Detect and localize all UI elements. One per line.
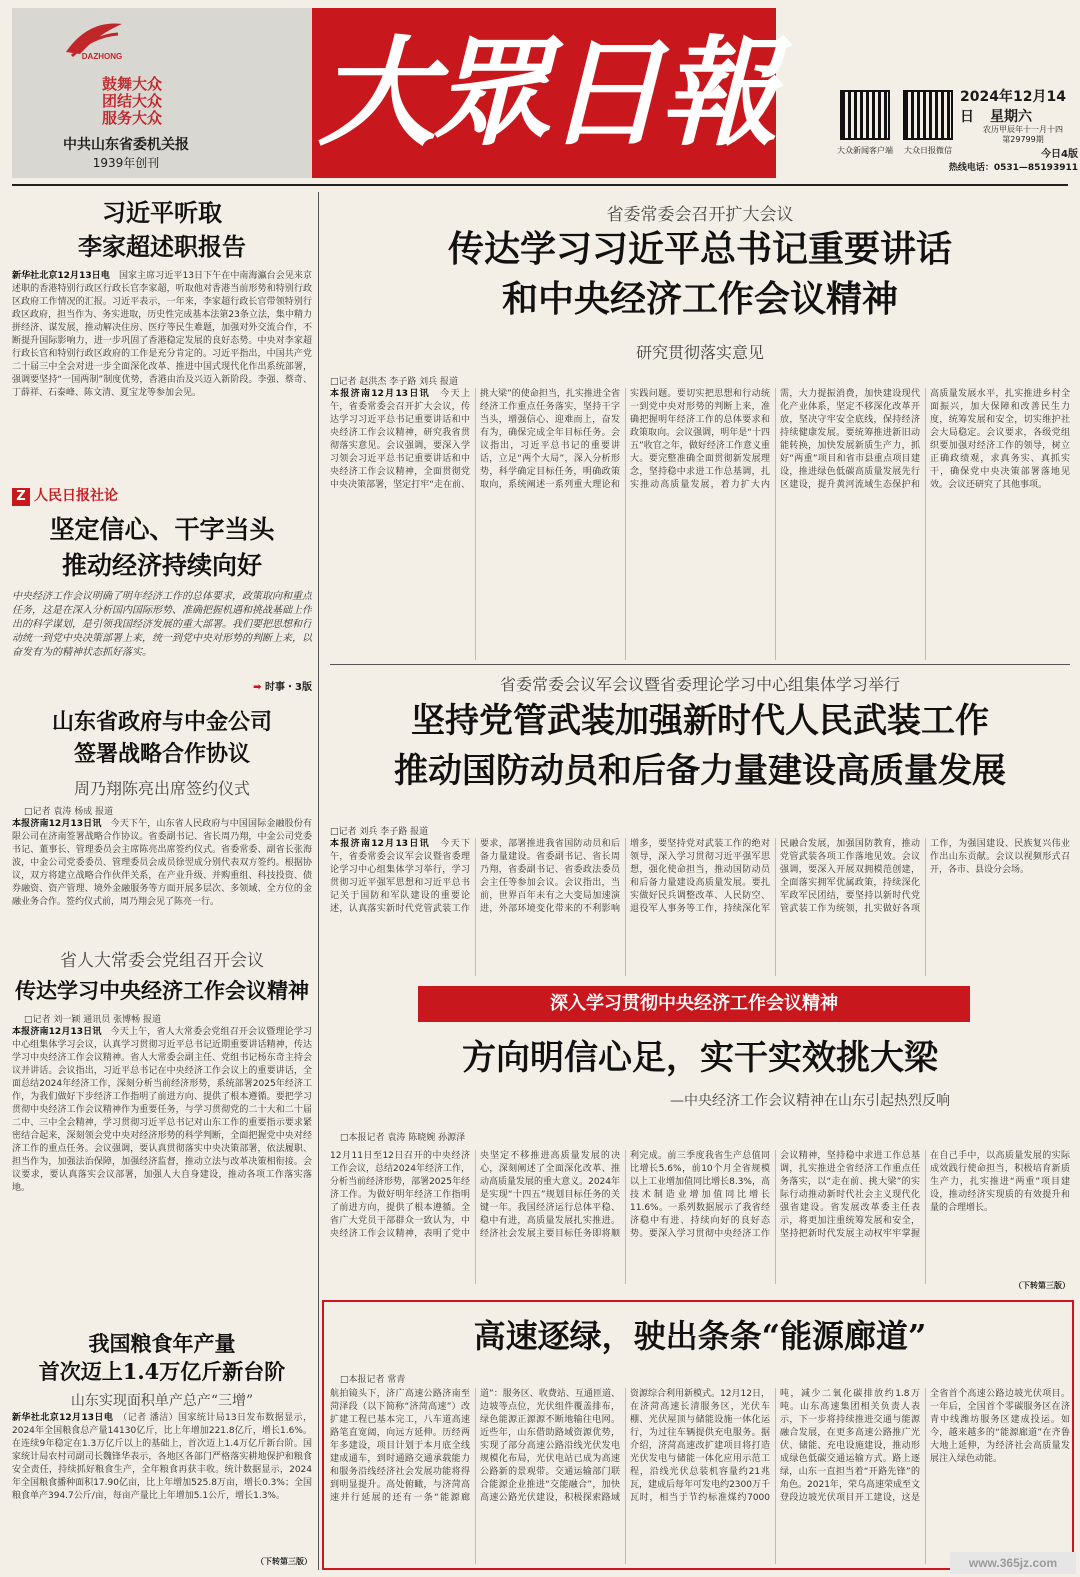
headline-line: 首次迈上1.4万亿斤新台阶: [38, 1359, 286, 1384]
article-body: [12, 818, 312, 940]
headline-line: 习近平听取: [102, 198, 222, 227]
logo-subtitle: DAZHONG: [81, 52, 123, 61]
kicker: 省委常委会议军会议暨省委理论学习中心组集体学习举行: [499, 675, 900, 694]
qr-label: 大众新闻客户端: [837, 146, 893, 155]
continued-note[interactable]: （下转第三版）: [256, 1557, 312, 1566]
headline-grain[interactable]: [12, 1330, 312, 1386]
article-body: [330, 388, 1070, 660]
section-divider: [330, 664, 1070, 665]
qr-code-wechat[interactable]: [903, 90, 953, 140]
weekday: 星期六: [990, 109, 1032, 125]
column-divider: [318, 192, 319, 1570]
subheadline: —中央经济工作会议精神在山东引起热烈反响: [670, 1093, 950, 1109]
subheadline: 研究贯彻落实意见: [635, 343, 764, 362]
kicker: 省人大常委会党组召开会议: [60, 951, 264, 971]
party-organ-label: 中共山东省委机关报: [63, 137, 189, 153]
headline-armed-forces[interactable]: [330, 696, 1070, 796]
slogan-line: 团结大众: [101, 92, 162, 110]
slogan-line: 服务大众: [101, 109, 162, 127]
headline-line: 推动国防动员和后备力量建设高质量发展: [394, 751, 1006, 791]
dateline: 本报济南12月13日讯: [330, 389, 430, 399]
lunar-date: 农历甲辰年十一月十四: [983, 125, 1063, 134]
subheadline: 山东实现面积单产总产“三增”: [70, 1393, 254, 1409]
headline-line: 我国粮食年产量: [88, 1331, 236, 1356]
headline-line: 山东省政府与中金公司: [51, 709, 272, 735]
slogan: [72, 76, 192, 127]
headline-line: 和中央经济工作会议精神: [501, 278, 898, 320]
headline-line: 推动经济持续向好: [61, 551, 262, 580]
byline: □记者 赵洪杰 李子路 刘兵 报道: [330, 377, 458, 387]
byline: □本报记者 常青: [340, 1375, 406, 1385]
article-body: [12, 1026, 312, 1314]
article-body: [12, 270, 312, 470]
headline-npc[interactable]: 传达学习中央经济工作会议精神: [15, 978, 309, 1003]
rmrb-icon: Z: [12, 488, 30, 506]
hotline: 热线电话：0531—85193911: [948, 163, 1078, 173]
headline-line: 传达学习习近平总书记重要讲话: [447, 228, 952, 270]
byline: □记者 刘兵 李子路 报道: [330, 827, 429, 837]
headline-line: 签署战略合作协议: [73, 741, 250, 767]
headline-energy-corridor[interactable]: 高速逐绿，驶出条条“能源廊道”: [473, 1317, 927, 1355]
body-text: 今天下午，山东省人民政府与中国国际金融股份有限公司在济南签署战略合作协议。省委副书记、省长周乃翔，中金公司党委书记、董事长、管理委员会主席陈亮出席签约仪式。省委常委、副省长张海波，中金公司党委委员、管理委员会成员徐翌成分别代表双方签约。根据协议，双方将建立战略合作伙伴关系，在产业升级、并购重组、科技投资、债券融资、资产管理、境外金融服务等方面开展多层次、多领域、全方位的金融业务合作。签约仪式前，周乃翔会见了陈亮一行。: [12, 819, 312, 907]
editorial-body: 中央经济工作会议明确了明年经济工作的总体要求，政策取向和重点任务，这是在深入分析国内国际形势、准确把握机遇和挑战基础上作出的科学谋划，是引领我国经济发展的重大部署。我们要把思想和行动统一到党中央决策部署上来，统一到党中央对形势的判断上来，以奋发有为的精神状态抓好落实。: [12, 591, 312, 658]
body-text: 今天上午，省委常委会召开扩大会议，传达学习习近平总书记重要讲话和中央经济工作会议精神，研究我省贯彻落实意见。会议强调，要深入学习领会习近平总书记重要讲话和中央经济工作会议精神，全面贯彻党中央决策部署，坚定打牢“走在前、挑大梁”的使命担当，扎实推进全省经济工作重点任务落实，坚持干字当头，增强信心、迎难而上，奋发有为，确保完成全年目标任务。会议指出，习近平总书记的重要讲话，立足“两个大局”，深入分析形势，科学确定目标任务，明确政策取向，系统阐述一系列重大理论和实践问题。要切实把思想和行动统一到党中央对形势的判断上来，准确把握明年经济工作的总体要求和政策取向。会议强调，明年是“十四五”收官之年，做好经济工作意义重大。要完整准确全面贯彻新发展理念，坚持稳中求进工作总基调，扎实推动高质量发展，着力扩大内需，大力提振消费，加快建设现代化产业体系，坚定不移深化改革开放，坚决守牢安全底线，保持经济持续健康发展。要统筹推进新旧动能转换，加快发展新质生产力，抓好“两重”项目和省市县重点项目建设，推进绿色低碳高质量发展先行区建设，提升黄河流域生态保护和高质量发展水平，扎实推进乡村全面振兴，加大保障和改善民生力度，统筹发展和安全，切实维护社会大局稳定。会议要求，各级党组织要加强对经济工作的领导，树立正确政绩观，求真务实、真抓实干，确保党中央决策部署落地见效。会议还研究了其他事项。: [330, 389, 1070, 490]
kicker: 省委常委会召开扩大会议: [606, 205, 794, 225]
byline: □记者 袁涛 杨成 报道: [24, 807, 114, 817]
article-body: 航拍镜头下，济广高速公路济南至菏泽段（以下简称“济菏高速”）改扩建工程已基本完工，八车道高速路笔直宽阔，向远方延伸。历经两年多建设，项目计划于本月底全线建成通车，到时通路交通承载能力和服务沿线经济社会发展功能将得到明显提升。高处俯瞰，与济菏高速并行延展的还有一条“能源廊道”：服务区、收费站、互通匝道、边坡等点位，光伏组件覆盖排布，绿色能源正源源不断地输往电网。近些年，山东借助路域资源优势，实现了部分高速公路沿线光伏发电规模化布局，光伏电站已成为高速公路新的景观带。交通运输部门联合能源企业推进“交能融合”，加快高速公路光伏建设，积极探索路域资源综合利用新模式。12月12日，在济菏高速长清服务区，光伏车棚、光伏屋顶与储能设施一体化运行，为过往车辆提供充电服务。据介绍，济菏高速改扩建项目将打造光伏发电与储能一体化应用示范工程，沿线光伏总装机容量约21兆瓦，建成后每年可发电约2300万千瓦时，相当于节约标准煤约7000吨，减少二氧化碳排放约1.8万吨。山东高速集团相关负责人表示，下一步将持续推进交通与能源融合发展，在更多高速公路推广光伏、储能、充电设施建设，推动形成绿色低碳交通运输方式。路上逐绿，山东一直担当着“开路先锋”的角色。2021年，荣乌高速荣成至文登段边坡光伏项目开工建设，这是全省首个高速公路边坡光伏项目。一年后，全国首个零碳服务区在济青中线潍坊服务区建成投运。如今，越来越多的“能源廊道”在齐鲁大地上延伸，为经济社会高质量发展注入绿色动能。: [330, 1389, 1070, 1503]
qr-label: 大众日报微信: [904, 146, 952, 155]
headline-confidence[interactable]: 方向明信心足，实干实效挑大梁: [462, 1038, 938, 1078]
body-text: 今天下午，省委常委会议军会议暨省委理论学习中心组集体学习举行，学习贯彻习近平强军思想和习近平总书记关于国防和军队建设的重要论述，认真落实新时代党管武装工作要求，部署推进我省国防动员和后备力量建设。省委副书记、省长周乃翔，省委副书记、省委政法委员会主任等参加会议。会议指出，当前，世界百年未有之大变局加速演进，外部环境变化带来的不利影响增多，要坚持党对武装工作的绝对领导，深入学习贯彻习近平强军思想，强化使命担当，推动国防动员和后备力量建设高质量发展。要扎实做好民兵调整改革、人民防空、退役军人事务等工作，持续深化军民融合发展，加强国防教育，推动党管武装各项工作落地见效。会议强调，要深入开展双拥模范创建，全面落实拥军优属政策，持续深化军政军民团结，要坚持以新时代党管武装工作为统领，扎实做好各项工作，为强国建设、民族复兴伟业作出山东贡献。会议以视频形式召开，各市、县设分会场。: [330, 839, 1070, 914]
dateline: 本报济南12月13日讯: [330, 839, 430, 849]
headline-xi-li[interactable]: [12, 196, 312, 264]
editorial-label: 人民日报社论: [34, 488, 118, 504]
headline-cicc[interactable]: [12, 706, 312, 770]
subheadline: 周乃翔陈亮出席签约仪式: [73, 779, 250, 798]
headline-editorial[interactable]: [12, 512, 312, 584]
dateline: 本报济南12月13日讯: [12, 819, 102, 829]
byline: □本报记者 袁涛 陈晓婉 孙源泽: [340, 1133, 466, 1143]
founded-label: 1939年创刊: [92, 156, 160, 170]
body-text: 国家主席习近平13日下午在中南海瀛台会见来京述职的香港特别行政区行政长官李家超，听取他对香港当前形势和特别行政区政府工作情况的汇报。习近平表示，一年来，李家超行政长官带领特别行政区政府，担当作为、务实进取，历史性完成基本法第23条立法，集中精力拼经济、谋发展，推动解决住房、医疗等民生难题，加强对外交流合作，不断提升国际影响力，进一步巩固了香港稳定发展的良好态势。中央对李家超行政长官和特别行政区政府的工作是充分肯定的。习近平指出，中国共产党二十届三中全会对进一步全面深化改革、推进中国式现代化作出系统部署，强调要坚持“一国两制”制度优势，香港由治及兴迈入新阶段。李强、蔡奇、丁薛祥、石泰峰、陈文清、夏宝龙等参加会见。: [12, 271, 312, 398]
dateline: 本报济南12月13日讯: [12, 1027, 102, 1037]
masthead-divider: [12, 184, 1068, 186]
slogan-line: 鼓舞大众: [101, 75, 162, 93]
byline: □记者 刘一颖 通讯员 张博畅 报道: [24, 1015, 161, 1025]
issue-date: 2024年12月14日: [960, 89, 1066, 125]
page-count: 今日4版: [1041, 149, 1078, 160]
body-text: （记者 潘洁）国家统计局13日发布数据显示，2024年全国粮食总产量14130亿斤，比上年增加221.8亿斤，增长1.6%。在连续9年稳定在1.3万亿斤以上的基础上，首次迈上1.4万亿斤新台阶。国家统计局农村司副司长魏锋华表示，各地区各部门严格落实耕地保护和粮食安全责任，持续抓好粮食生产，全年粮食再获丰收。统计数据显示，2024年全国粮食播种面积17.90亿亩，比上年增加525.8万亩，增长0.3%；全国粮食单产394.7公斤/亩，每亩产量比上年增加5.1公斤，增长1.3%。: [12, 1413, 312, 1501]
dateline: 新华社北京12月13日电: [12, 271, 110, 281]
page-reference[interactable]: ➡ 时事・3版: [200, 678, 312, 693]
article-body: 12月11日至12日召开的中央经济工作会议，总结2024年经济工作，分析当前经济形势，部署2025年经济工作。为做好明年经济工作指明了前进方向，提供了根本遵循。全省广大党员干部群众一致认为，中央经济工作会议精神，表明了党中央坚定不移推进高质量发展的决心，深刻阐述了全面深化改革、推动高质量发展的重大意义。2024年是实现“十四五”规划目标任务的关键一年。我国经济运行总体平稳、稳中有进，高质量发展扎实推进。经济社会发展主要目标任务即将顺利完成。前三季度我省生产总值同比增长5.6%，前10个月全省规模以上工业增加值同比增长8.3%，高技术制造业增加值同比增长11.6%。一系列数据展示了我省经济稳中有进、持续向好的良好态势。要深入学习贯彻中央经济工作会议精神，坚持稳中求进工作总基调，扎实推进全省经济工作重点任务落实，以“走在前、挑大梁”的实际行动推动新时代社会主义现代化强省建设。省发展改革委主任表示，将更加注重统筹发展和安全，坚持把新时代发展主动权牢牢掌握在自己手中，以高质量发展的实际成效践行使命担当，积极培育新质生产力，扎实推进“两重”项目建设，推动经济实现质的有效提升和量的合理增长。: [330, 1151, 1070, 1239]
dateline: 新华社北京12月13日电: [12, 1413, 114, 1423]
article-body: [12, 1412, 312, 1560]
newspaper-title: 大眾日報: [318, 23, 775, 162]
headline-line: 李家超述职报告: [78, 232, 246, 261]
section-banner: 深入学习贯彻中央经济工作会议精神: [418, 986, 970, 1022]
headline-line: 坚持党管武装加强新时代人民武装工作: [411, 701, 989, 741]
article-body: [330, 838, 1070, 976]
watermark: www.365jz.com: [950, 1552, 1076, 1574]
headline-standing-committee[interactable]: [330, 224, 1070, 324]
qr-code-client[interactable]: [840, 90, 890, 140]
issue-number: 第29799期: [1002, 135, 1044, 144]
headline-line: 坚定信心、干字当头: [49, 515, 275, 544]
continued-note[interactable]: （下转第三版）: [1014, 1281, 1070, 1290]
body-text: 今天上午，省人大常委会党组召开会议暨理论学习中心组集体学习会议，认真学习贯彻习近平总书记近期重要讲话精神，传达学习中央经济工作会议精神。省人大常委会副主任、党组书记杨东奇主持会议并讲话。会议指出，习近平总书记在中央经济工作会议上的重要讲话，全面总结2024年经济工作，深刻分析当前经济形势，系统部署2025年经济工作，为我们做好下步经济工作指明了前进方向、提供了根本遵循。要把学习贯彻中央经济工作会议精神作为重要任务，与学习贯彻党的二十大和二十届二中、三中全会精神，学习贯彻习近平总书记对山东工作的重要指示要求紧密结合起来，深刻领会党中央对经济形势的科学判断，全面把握党中央对经济工作的重点任务。会议强调，要认真贯彻落实中央决策部署，依法履职、担当作为，加强法治保障，加强经济监督，推动立法与改革决策相衔接。会议要求，要认真落实会议部署，加强人大自身建设，推动各项工作落实落地。: [12, 1027, 312, 1193]
